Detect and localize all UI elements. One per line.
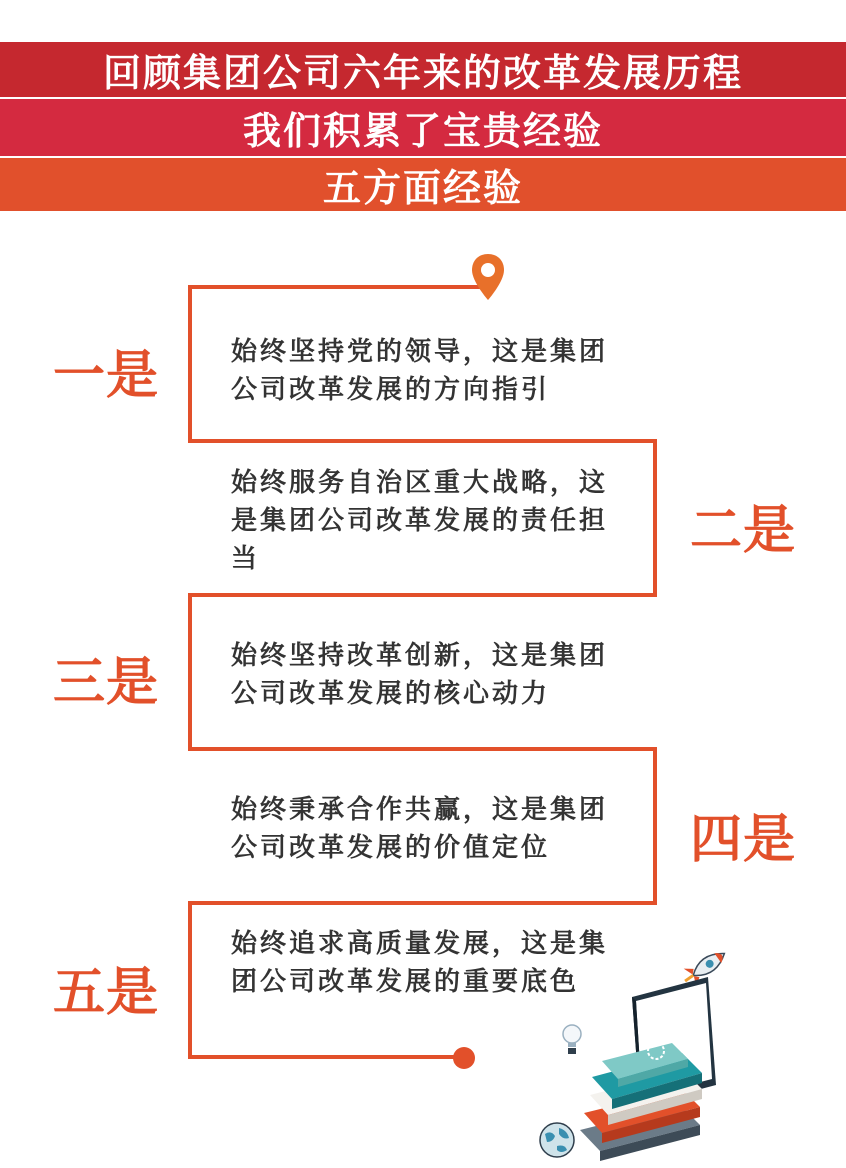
books-illustration xyxy=(570,975,740,1165)
header-line-3: 五方面经验 xyxy=(322,166,523,210)
item-5-text: 始终追求高质量发展，这是集团公司改革发展的重要底色 xyxy=(231,929,609,997)
item-3-text: 始终坚持改革创新，这是集团公司改革发展的核心动力 xyxy=(231,641,609,709)
item-3-label: 三是 xyxy=(53,653,160,713)
item-4-text: 始终秉承合作共赢，这是集团公司改革发展的价值定位 xyxy=(231,795,609,863)
item-4-label: 四是 xyxy=(690,810,797,870)
header-line-2: 我们积累了宝贵经验 xyxy=(242,109,603,153)
item-2-label: 二是 xyxy=(690,501,797,561)
item-1-text: 始终坚持党的领导，这是集团公司改革发展的方向指引 xyxy=(231,337,609,405)
end-dot-icon xyxy=(452,1046,476,1070)
item-5-label: 五是 xyxy=(53,963,160,1023)
header-line-1: 回顾集团公司六年来的改革发展历程 xyxy=(102,51,743,95)
item-1-label: 一是 xyxy=(53,346,160,406)
item-2-text: 始终服务自治区重大战略，这是集团公司改革发展的责任担当 xyxy=(231,468,609,574)
location-pin-icon xyxy=(469,252,507,302)
